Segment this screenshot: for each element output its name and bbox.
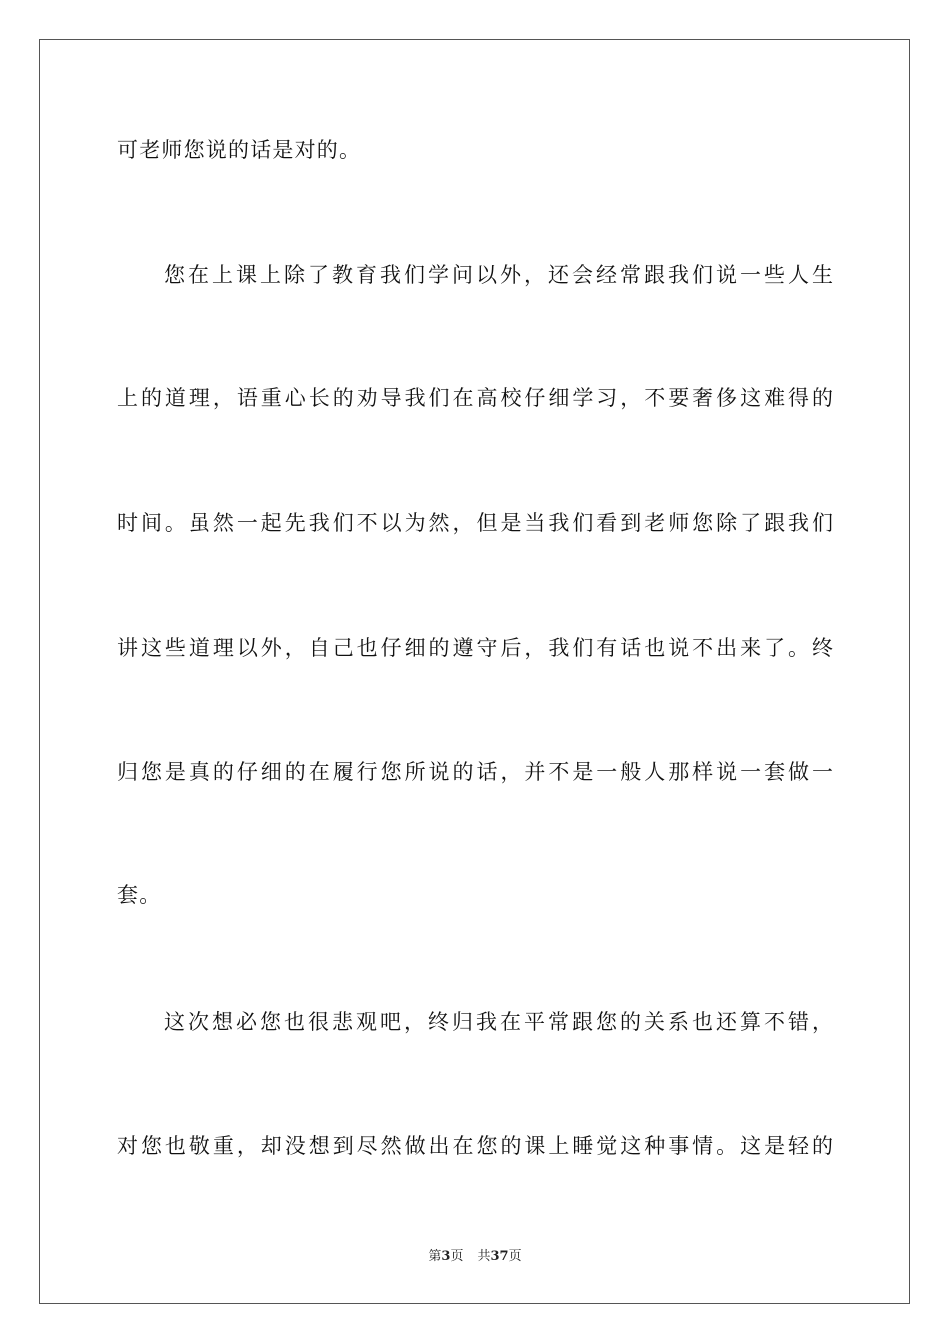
total-prefix: 共: [477, 1249, 491, 1264]
page-suffix: 页: [450, 1249, 464, 1264]
text-line-5: 讲这些道理以外，自己也仔细的遵守后，我们有话也说不出来了。终: [117, 636, 833, 660]
text-line-2: 您在上课上除了教育我们学问以外，还会经常跟我们说一些人生: [164, 263, 833, 287]
page-footer: [0, 1248, 950, 1266]
text-line-6: 归您是真的仔细的在履行您所说的话，并不是一般人那样说一套做一: [117, 760, 833, 784]
text-line-7: 套。: [117, 883, 162, 907]
total-pages: 37: [490, 1249, 509, 1264]
text-line-8: 这次想必您也很悲观吧，终归我在平常跟您的关系也还算不错，: [164, 1010, 833, 1034]
text-line-4: 时间。虽然一起先我们不以为然，但是当我们看到老师您除了跟我们: [117, 511, 833, 535]
total-suffix: 页: [508, 1249, 522, 1264]
text-line-3: 上的道理，语重心长的劝导我们在高校仔细学习，不要奢侈这难得的: [117, 386, 833, 410]
page-border: [39, 39, 910, 1304]
text-line-1: 可老师您说的话是对的。: [117, 138, 362, 162]
page-number: 3: [441, 1249, 451, 1264]
text-line-9: 对您也敬重，却没想到尽然做出在您的课上睡觉这种事情。这是轻的: [117, 1134, 833, 1158]
page-prefix: 第: [428, 1249, 442, 1264]
